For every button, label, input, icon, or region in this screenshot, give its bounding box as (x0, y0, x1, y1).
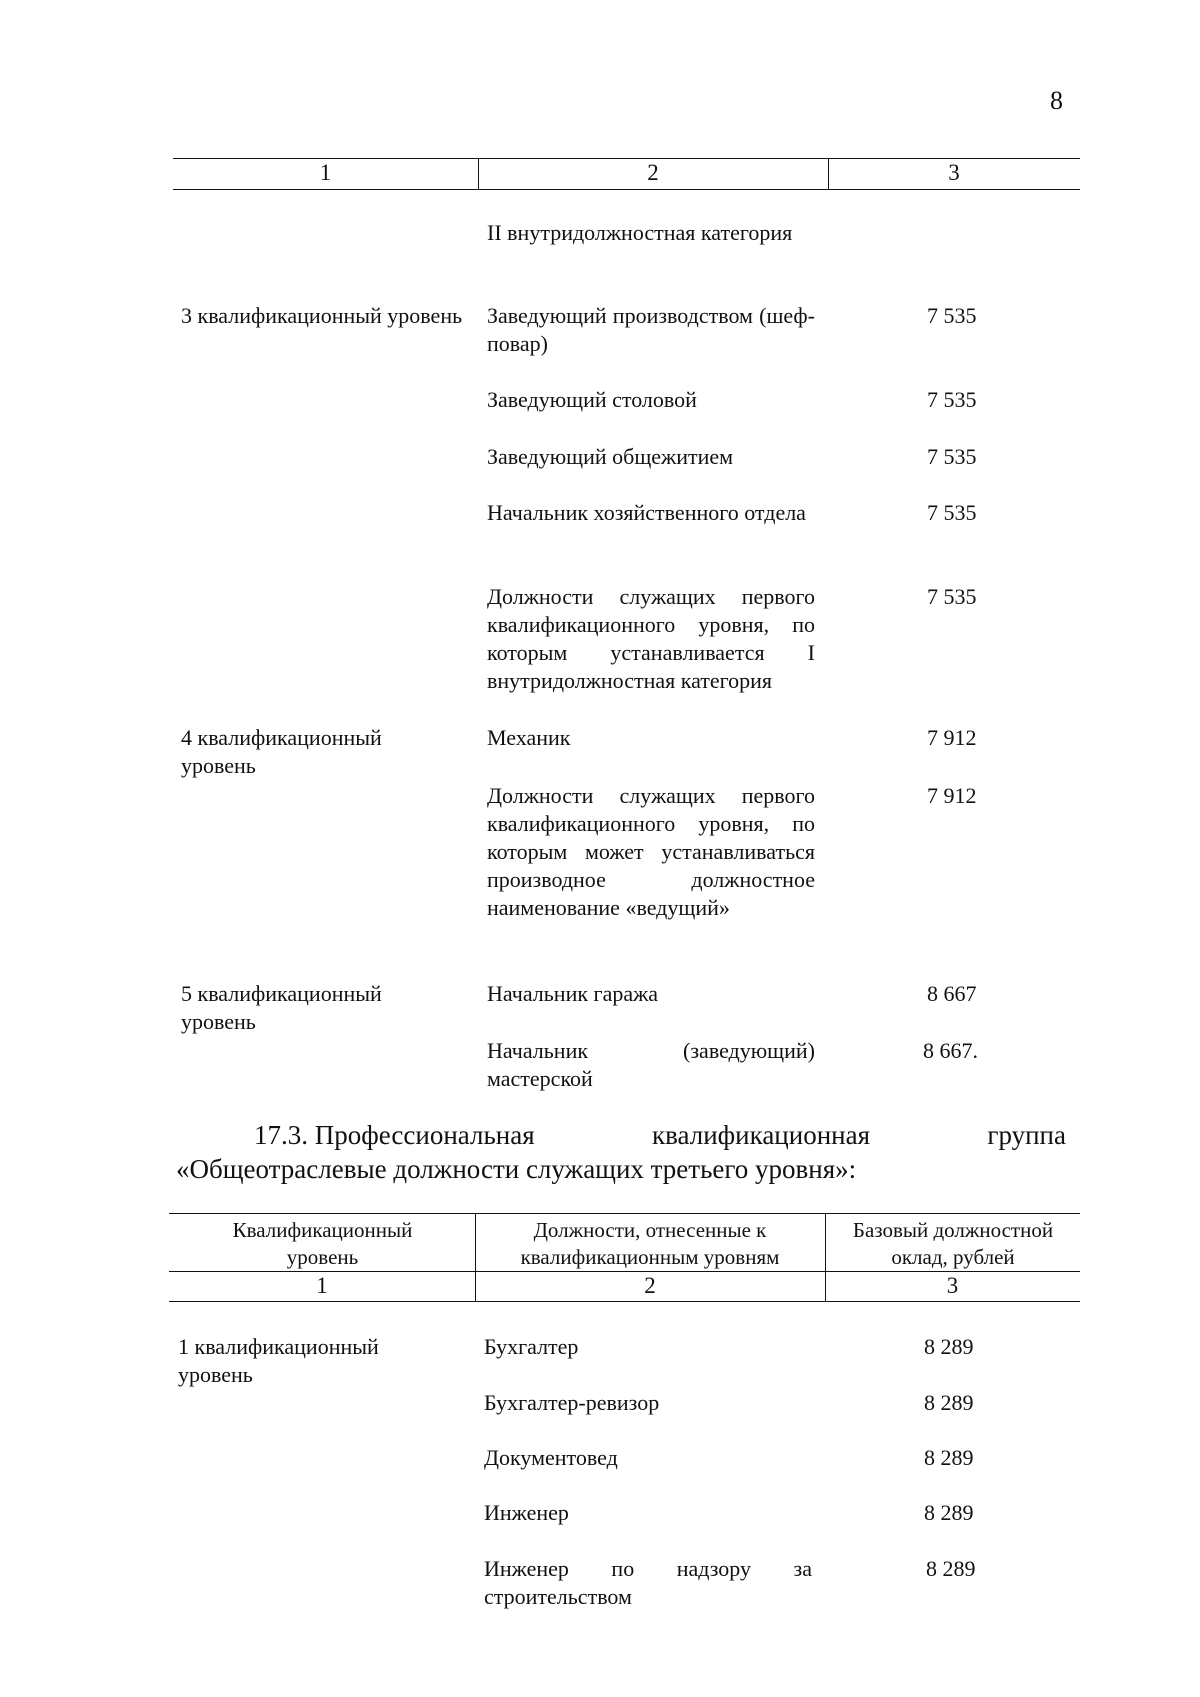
section-heading (176, 1118, 1066, 1186)
position-name: Механик (487, 725, 571, 750)
qualification-level: 1 квалификационный уровень (178, 1334, 379, 1387)
position-name: Инженер по надзору за строительством (484, 1556, 812, 1609)
table-1-top-rule (173, 158, 1080, 159)
qualification-level: 3 квалификационный уровень (181, 303, 463, 328)
column-header: Квалификационный уровень (232, 1218, 413, 1269)
salary-value: 7 535 (927, 584, 977, 609)
salary-value: 8 667. (923, 1038, 978, 1063)
position-name: Должности служащих первого квалификационного уровня, по которым устанавливается I внутридолжностная категория (487, 584, 815, 693)
salary-value: 8 289 (924, 1445, 974, 1470)
column-header: Должности, отнесенные к квалификационным уровням (520, 1218, 780, 1269)
position-name: Бухгалтер (484, 1334, 579, 1359)
position-name: Начальник гаража (487, 981, 659, 1006)
position-name: Инженер (484, 1500, 569, 1525)
salary-value: 7 912 (927, 783, 977, 808)
table-2-top-rule (169, 1213, 1080, 1214)
salary-value: 8 289 (924, 1334, 974, 1359)
position-name: Должности служащих первого квалификационного уровня, по которым может устанавливаться производное должностное наименование «ведущий» (487, 783, 815, 920)
salary-value: 7 912 (927, 725, 977, 750)
column-number: 3 (948, 160, 960, 185)
position-name: Документовед (484, 1445, 618, 1470)
table-2-number-rule (169, 1301, 1080, 1302)
column-number: 1 (316, 1273, 328, 1298)
section-heading-line-2: «Общеотраслевые должности служащих третьего уровня»: (176, 1154, 857, 1184)
salary-value: 7 535 (927, 303, 977, 328)
position-name: Начальник (заведующий) мастерской (487, 1038, 815, 1091)
section-number: 17.3. (254, 1120, 308, 1150)
salary-value: 8 289 (926, 1556, 976, 1581)
qualification-level: 4 квалификационный уровень (181, 725, 382, 778)
position-name: Заведующий производством (шеф-повар) (487, 303, 815, 356)
table-1-header-rule (173, 189, 1080, 190)
position-name: Заведующий общежитием (487, 444, 734, 469)
section-heading-number-word (254, 1118, 535, 1152)
salary-value: 8 667 (927, 981, 977, 1006)
position-name: Бухгалтер-ревизор (484, 1390, 660, 1415)
salary-value: 8 289 (924, 1390, 974, 1415)
position-name: Заведующий столовой (487, 387, 697, 412)
table-2-header-rule (169, 1271, 1080, 1272)
column-number: 2 (647, 160, 659, 185)
salary-value: 7 535 (927, 500, 977, 525)
salary-value: 7 535 (927, 444, 977, 469)
salary-value: 8 289 (924, 1500, 974, 1525)
qualification-level: 5 квалификационный уровень (181, 981, 382, 1034)
column-number: 3 (946, 1273, 959, 1298)
position-name: Начальник хозяйственного отдела (487, 500, 806, 525)
section-heading-word: квалификационная (652, 1120, 871, 1150)
column-number: 1 (319, 160, 332, 185)
column-number: 2 (644, 1273, 656, 1298)
salary-value: 7 535 (927, 387, 977, 412)
column-header: Базовый должностной оклад, рублей (852, 1218, 1054, 1269)
section-heading-word: Профессиональная (314, 1120, 535, 1150)
continuation-text: II внутридолжностная категория (487, 220, 793, 245)
section-heading-word: группа (987, 1120, 1066, 1150)
page-number: 8 (1050, 86, 1063, 115)
